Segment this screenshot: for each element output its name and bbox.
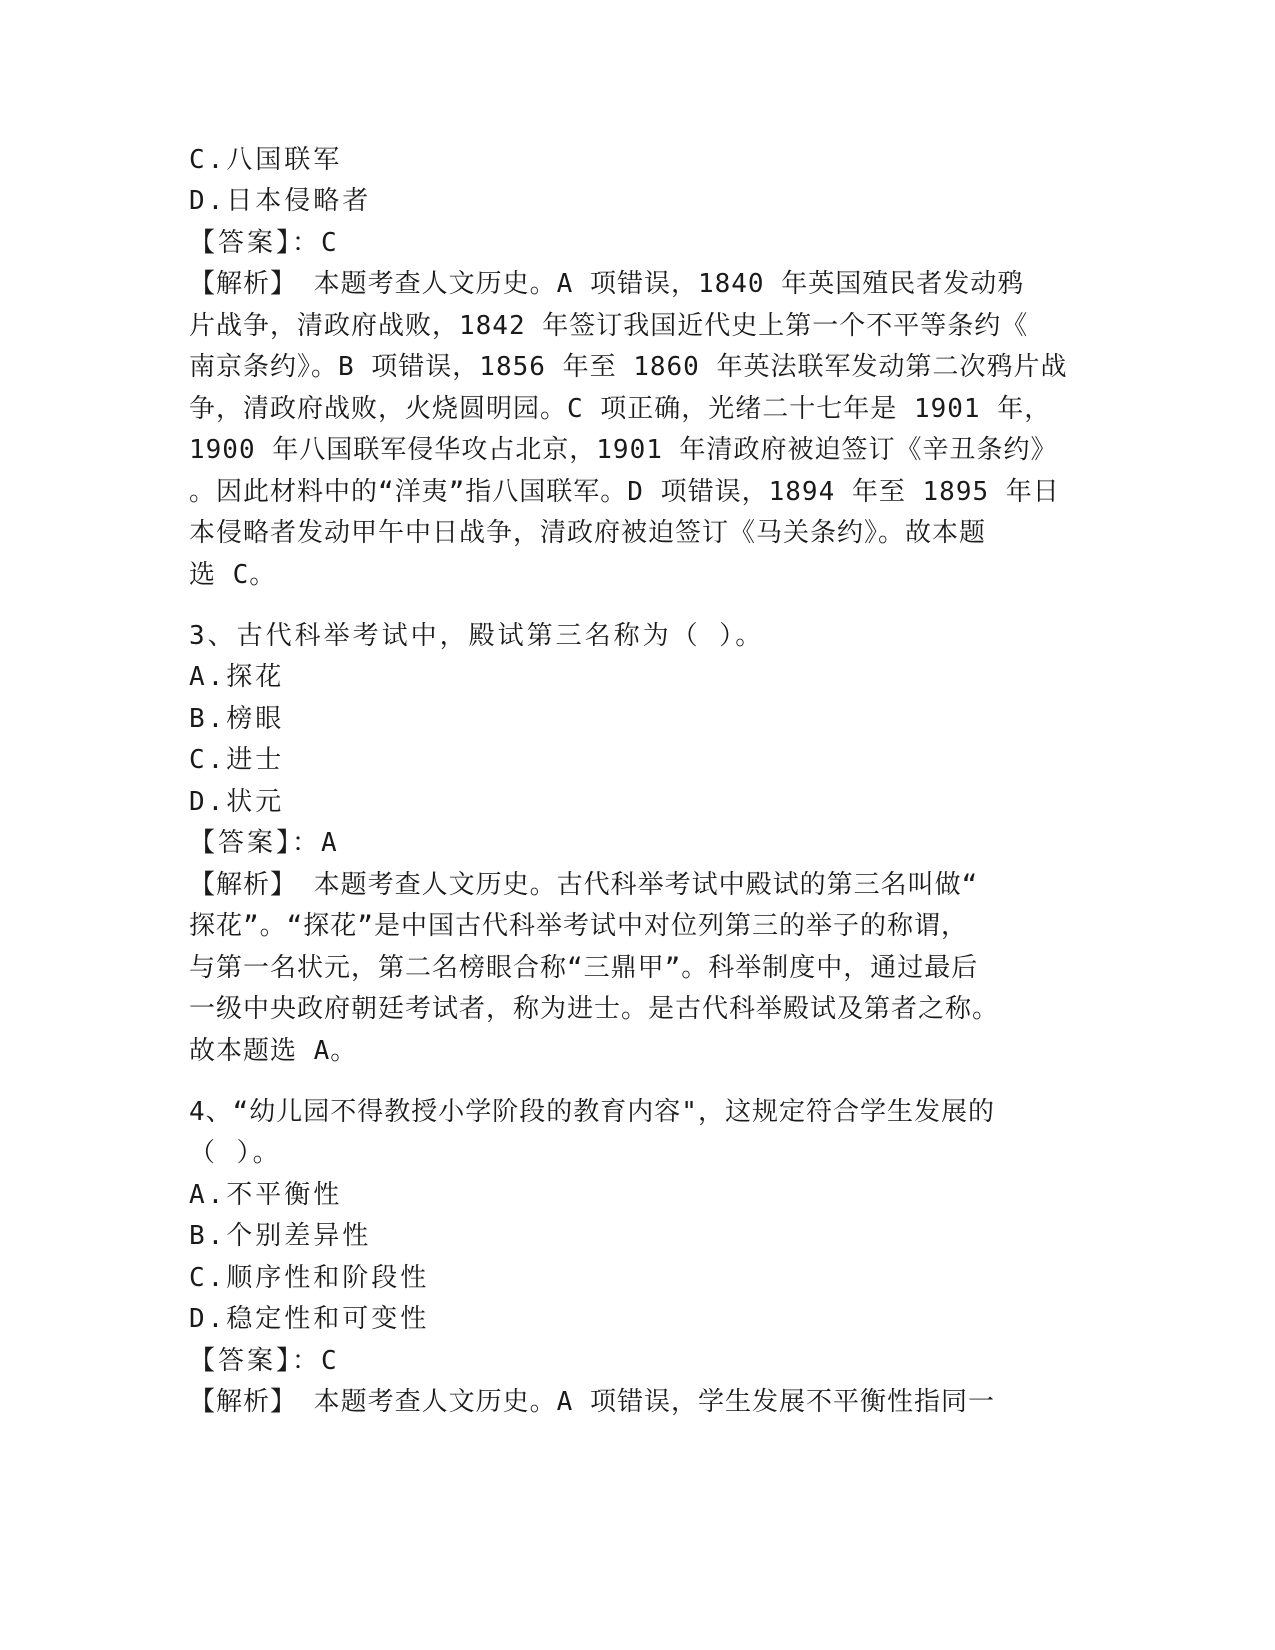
q4-answer: 【答案】：C: [189, 1346, 340, 1376]
q2-option-c: C.八国联军: [189, 145, 343, 175]
q2-analysis-line: 1900 年八国联军侵华攻占北京，1901 年清政府被迫签订《辛丑条约》: [189, 435, 1058, 465]
q3-option-a: A.探花: [189, 662, 285, 692]
q4-option-c: C.顺序性和阶段性: [189, 1263, 430, 1293]
q3-option-d: D.状元: [189, 787, 285, 817]
q4-stem: （ ）。: [189, 1138, 282, 1168]
q3-analysis-line: 探花”。“探花”是中国古代科举考试中对位列第三的举子的称谓，: [189, 911, 968, 941]
q3-analysis-line: 【解析】 本题考查人文历史。古代科举考试中殿试的第三名叫做“: [189, 870, 979, 900]
q4-option-a: A.不平衡性: [189, 1180, 343, 1210]
q2-answer: 【答案】：C: [189, 228, 340, 258]
q2-analysis-line: 争，清政府战败，火烧圆明园。C 项正确，光绪二十七年是 1901 年，: [189, 394, 1052, 424]
q3-option-c: C.进士: [189, 745, 285, 775]
q4-option-d: D.稳定性和可变性: [189, 1304, 430, 1334]
q2-analysis-line: 。因此材料中的“洋夷”指八国联军。D 项错误，1894 年至 1895 年日: [189, 477, 1060, 507]
q3-analysis-line: 故本题选 A。: [189, 1036, 358, 1066]
q2-analysis-line: 南京条约》。B 项错误，1856 年至 1860 年英法联军发动第二次鸦片战: [189, 352, 1068, 382]
q3-option-b: B.榜眼: [189, 704, 285, 734]
q2-analysis-line: 本侵略者发动甲午中日战争，清政府被迫签订《马关条约》。故本题: [189, 518, 987, 548]
q4-analysis-line: 【解析】 本题考查人文历史。A 项错误，学生发展不平衡性指同一: [189, 1387, 995, 1417]
q3-analysis-line: 一级中央政府朝廷考试者，称为进士。是古代科举殿试及第者之称。: [189, 994, 1000, 1024]
q2-option-d: D.日本侵略者: [189, 186, 372, 216]
q3-stem: 3、古代科举考试中，殿试第三名称为（ ）。: [189, 621, 765, 651]
q2-analysis-line: 片战争，清政府战败，1842 年签订我国近代史上第一个不平等条约《: [189, 311, 1029, 341]
q2-analysis-line: 【解析】 本题考查人文历史。A 项错误，1840 年英国殖民者发动鸦: [189, 269, 1025, 299]
q3-analysis-line: 与第一名状元，第二名榜眼合称“三鼎甲”。科举制度中，通过最后: [189, 953, 979, 983]
q4-stem: 4、“幼儿园不得教授小学阶段的教育内容"，这规定符合学生发展的: [189, 1097, 995, 1127]
q3-answer: 【答案】：A: [189, 828, 340, 858]
q2-analysis-line: 选 C。: [189, 560, 277, 590]
q4-option-b: B.个别差异性: [189, 1221, 372, 1251]
